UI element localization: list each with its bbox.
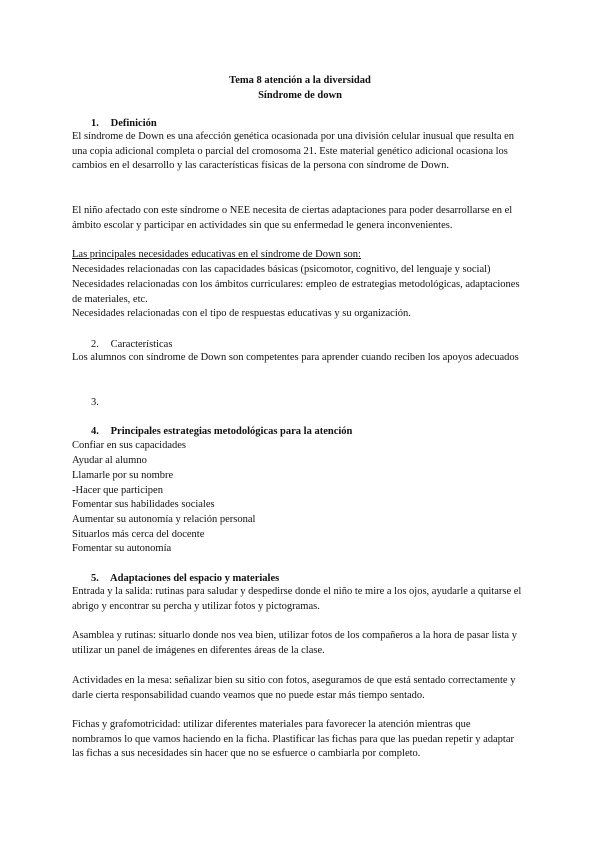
section-2-heading bbox=[91, 337, 172, 352]
strategy-item: -Hacer que participen bbox=[72, 485, 163, 496]
strategy-item: Llamarle por su nombre bbox=[72, 470, 174, 481]
adaptation-paragraph: Fichas y grafomotricidad: utilizar diferentes materiales para favorecer la atención mientras que nombramos lo que vamos haciendo en la ficha. Plastificar las fichas para que las puedan repetir y adaptar las fichas a sus necesidades sin hacer que no se esfuerce o cambiarla por completo. bbox=[72, 719, 514, 760]
section-number: 2. bbox=[91, 339, 99, 350]
strategy-item: Situarlos más cerca del docente bbox=[72, 529, 205, 540]
needs-item: Necesidades relacionadas con los ámbitos curriculares: empleo de estrategias metodológicas, adaptaciones de materiales, etc. bbox=[72, 279, 520, 305]
affected-child-paragraph: El niño afectado con este síndrome o NEE necesita de ciertas adaptaciones para poder desarrollarse en el ámbito escolar y participar en actividades sin que su enfermedad le genera inconvenientes. bbox=[72, 205, 513, 231]
section-3-heading bbox=[91, 395, 108, 410]
strategy-item: Fomentar sus habilidades sociales bbox=[72, 499, 215, 510]
document-subtitle: Síndrome de down bbox=[258, 90, 342, 101]
strategy-item: Confiar en sus capacidades bbox=[72, 440, 186, 451]
section-title: Principales estrategias metodológicas para la atención bbox=[110, 426, 353, 437]
section-title: Definición bbox=[110, 118, 157, 129]
needs-heading: Las principales necesidades educativas en el síndrome de Down son: bbox=[72, 249, 361, 260]
strategy-item: Aumentar su autonomía y relación personal bbox=[72, 514, 256, 525]
section-title: Adaptaciones del espacio y materiales bbox=[110, 573, 280, 584]
section-number: 5. bbox=[91, 573, 99, 584]
section-5-heading bbox=[91, 571, 279, 586]
section-4-heading bbox=[91, 424, 352, 439]
adaptation-paragraph: Entrada y la salida: rutinas para saludar y despedirse donde el niño te mire a los ojos, ayudarle a quitarse el abrigo y encontrar su percha y utilizar fotos y pictogramas. bbox=[72, 586, 522, 612]
strategy-item: Fomentar su autonomía bbox=[72, 543, 172, 554]
adaptation-paragraph: Asamblea y rutinas: situarlo donde nos vea bien, utilizar fotos de los compañeros a la hora de pasar lista y utilizar un panel de imágenes en diferentes áreas de la clase. bbox=[72, 630, 517, 656]
strategy-item: Ayudar al alumno bbox=[72, 455, 147, 466]
document-title: Tema 8 atención a la diversidad bbox=[229, 75, 371, 86]
adaptation-paragraph: Actividades en la mesa: señalizar bien su sitio con fotos, aseguramos de que está sentado correctamente y darle cierta responsabilidad cuando veamos que no puede estar más tiempo sentado. bbox=[72, 675, 516, 701]
section-1-heading bbox=[91, 116, 157, 131]
section-number: 3. bbox=[91, 397, 99, 408]
section-number: 4. bbox=[91, 426, 99, 437]
section-number: 1. bbox=[91, 118, 99, 129]
needs-item: Necesidades relacionadas con las capacidades básicas (psicomotor, cognitivo, del lenguaje y social) bbox=[72, 264, 491, 275]
characteristics-paragraph: Los alumnos con síndrome de Down son competentes para aprender cuando reciben los apoyos adecuados bbox=[72, 352, 519, 363]
section-title: Características bbox=[110, 339, 173, 350]
definition-paragraph: El síndrome de Down es una afección genética ocasionada por una división celular inusual que resulta en una copia adicional completa o parcial del cromosoma 21. Este material genético adicional ocasiona los cambios en el desarrollo y las características físicas de la persona con síndrome de Down. bbox=[72, 131, 515, 172]
needs-item: Necesidades relacionadas con el tipo de respuestas educativas y su organización. bbox=[72, 308, 411, 319]
